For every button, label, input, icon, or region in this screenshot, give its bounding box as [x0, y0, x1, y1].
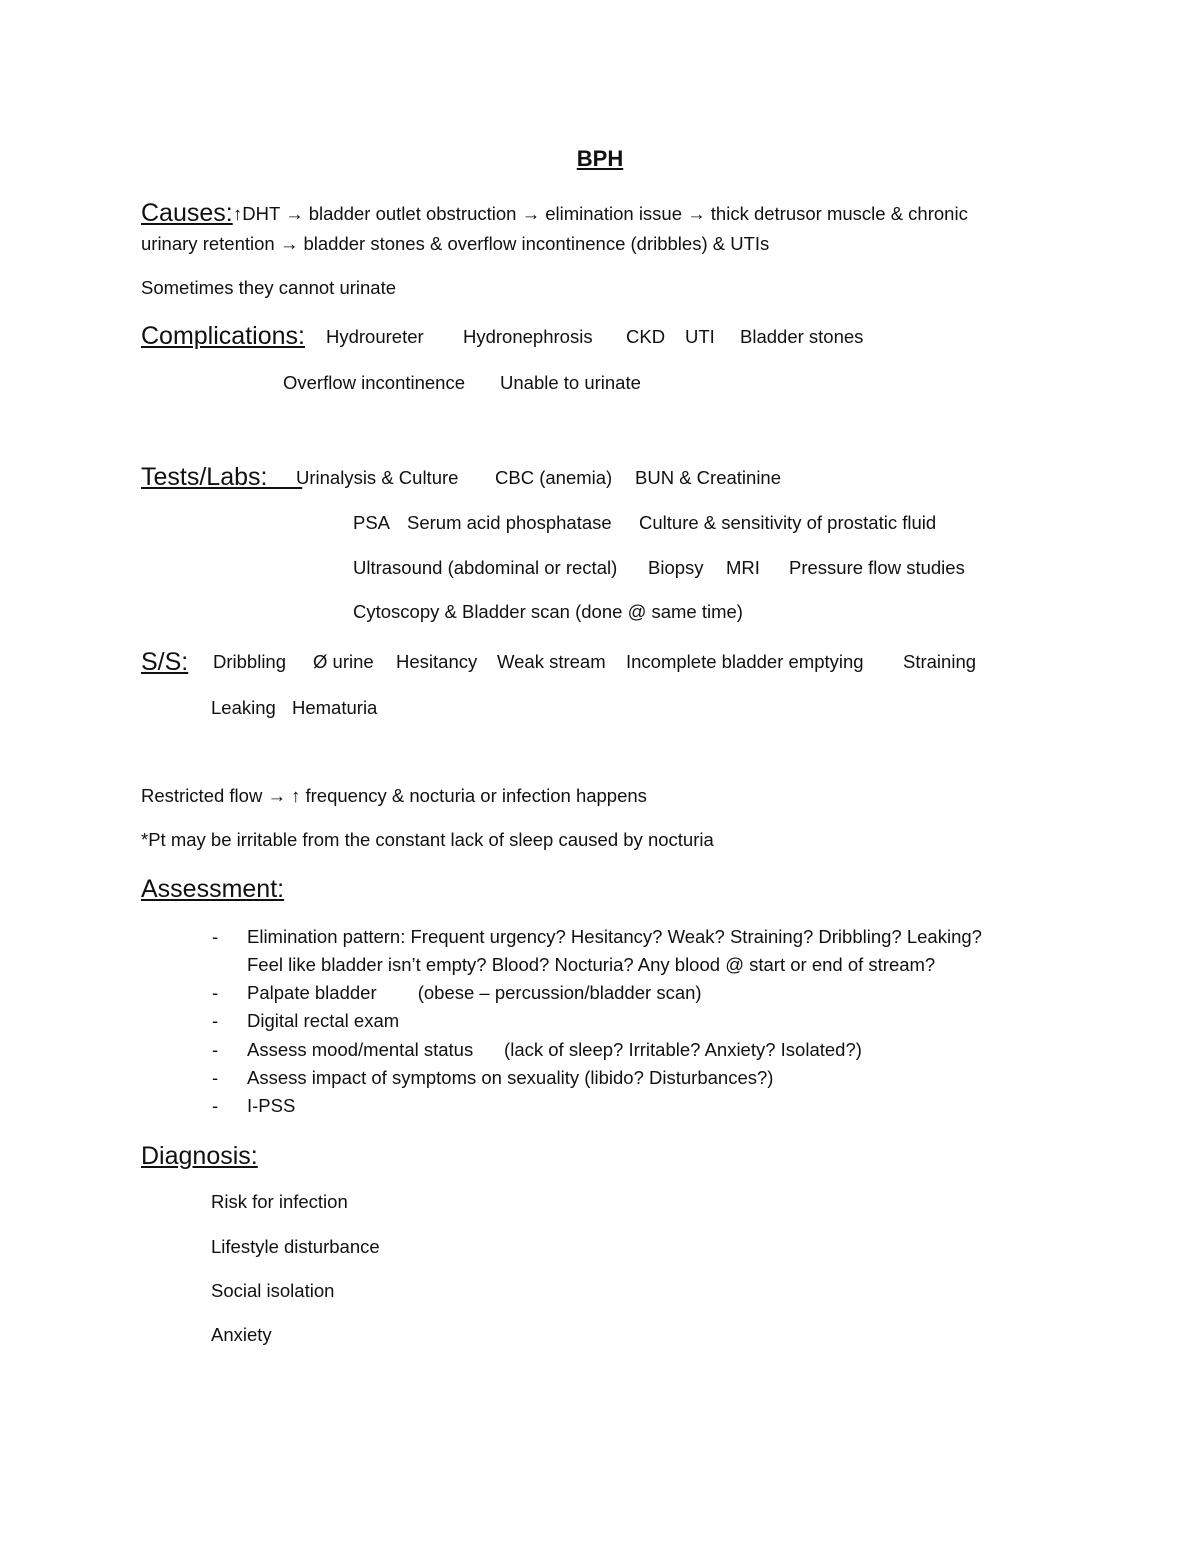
complication-item: Overflow incontinence: [283, 372, 466, 393]
test-item: Ultrasound (abdominal or rectal): [353, 557, 618, 578]
test-item: Biopsy: [648, 557, 704, 578]
assessment-item: Assess impact of symptoms on sexuality (libido? Disturbances?): [247, 1067, 774, 1088]
tests-heading: Tests/Labs:: [141, 463, 303, 491]
symptom-item: Dribbling: [213, 651, 287, 672]
complication-item: CKD: [626, 326, 666, 347]
symptom-item: Ø urine: [313, 651, 374, 672]
causes-heading: Causes:: [141, 199, 233, 227]
test-item: Urinalysis & Culture: [296, 467, 459, 488]
bullet-dash: -: [212, 982, 219, 1003]
diagnosis-item: Anxiety: [211, 1324, 272, 1345]
complication-item: Bladder stones: [740, 326, 864, 347]
test-item: MRI: [726, 557, 760, 578]
assessment-item: Elimination pattern: Frequent urgency? Hesitancy? Weak? Straining? Dribbling? Leaking?: [247, 926, 982, 947]
irritable-note: *Pt may be irritable from the constant lack of sleep caused by nocturia: [141, 829, 714, 850]
complication-item: Unable to urinate: [500, 372, 641, 393]
test-item: BUN & Creatinine: [635, 467, 782, 488]
assessment-item: Assess mood/mental status (lack of sleep? Irritable? Anxiety? Isolated?): [247, 1039, 862, 1060]
test-item: Cytoscopy & Bladder scan (done @ same time): [353, 601, 743, 622]
ss-heading: S/S:: [141, 648, 189, 676]
flow-note: Restricted flow → ↑ frequency & nocturia or infection happens: [141, 785, 647, 806]
bullet-dash: -: [212, 1039, 219, 1060]
test-item: Serum acid phosphatase: [407, 512, 612, 533]
causes-note: Sometimes they cannot urinate: [141, 277, 397, 298]
assessment-item: Feel like bladder isn’t empty? Blood? Nocturia? Any blood @ start or end of stream?: [247, 954, 936, 975]
test-item: CBC (anemia): [495, 467, 613, 488]
symptom-item: Hesitancy: [396, 651, 478, 672]
assessment-item: Palpate bladder (obese – percussion/bladder scan): [247, 982, 702, 1003]
diagnosis-item: Lifestyle disturbance: [211, 1236, 380, 1257]
complication-item: UTI: [685, 326, 715, 347]
symptom-item: Incomplete bladder emptying: [626, 651, 864, 672]
assessment-heading: Assessment:: [141, 875, 285, 903]
test-item: PSA: [353, 512, 391, 533]
bullet-dash: -: [212, 926, 219, 947]
causes-line-2: urinary retention → bladder stones & overflow incontinence (dribbles) & UTIs: [141, 233, 770, 254]
assessment-item: Digital rectal exam: [247, 1010, 400, 1031]
complication-item: Hydronephrosis: [463, 326, 593, 347]
diagnosis-item: Social isolation: [211, 1280, 335, 1301]
symptom-item: Straining: [903, 651, 977, 672]
test-item: Culture & sensitivity of prostatic fluid: [639, 512, 937, 533]
causes-line-1: ↑DHT → bladder outlet obstruction → elimination issue → thick detrusor muscle & chronic: [233, 203, 968, 224]
complication-item: Hydroureter: [326, 326, 424, 347]
test-item: Pressure flow studies: [789, 557, 965, 578]
symptom-item: Weak stream: [497, 651, 606, 672]
diagnosis-item: Risk for infection: [211, 1191, 348, 1212]
symptom-item: Leaking: [211, 697, 276, 718]
complications-heading: Complications:: [141, 322, 305, 350]
bullet-dash: -: [212, 1067, 219, 1088]
symptom-item: Hematuria: [292, 697, 378, 718]
diagnosis-heading: Diagnosis:: [141, 1142, 258, 1170]
assessment-item: I-PSS: [247, 1095, 296, 1116]
bullet-dash: -: [212, 1010, 219, 1031]
bullet-dash: -: [212, 1095, 219, 1116]
page-title: BPH: [576, 146, 624, 171]
